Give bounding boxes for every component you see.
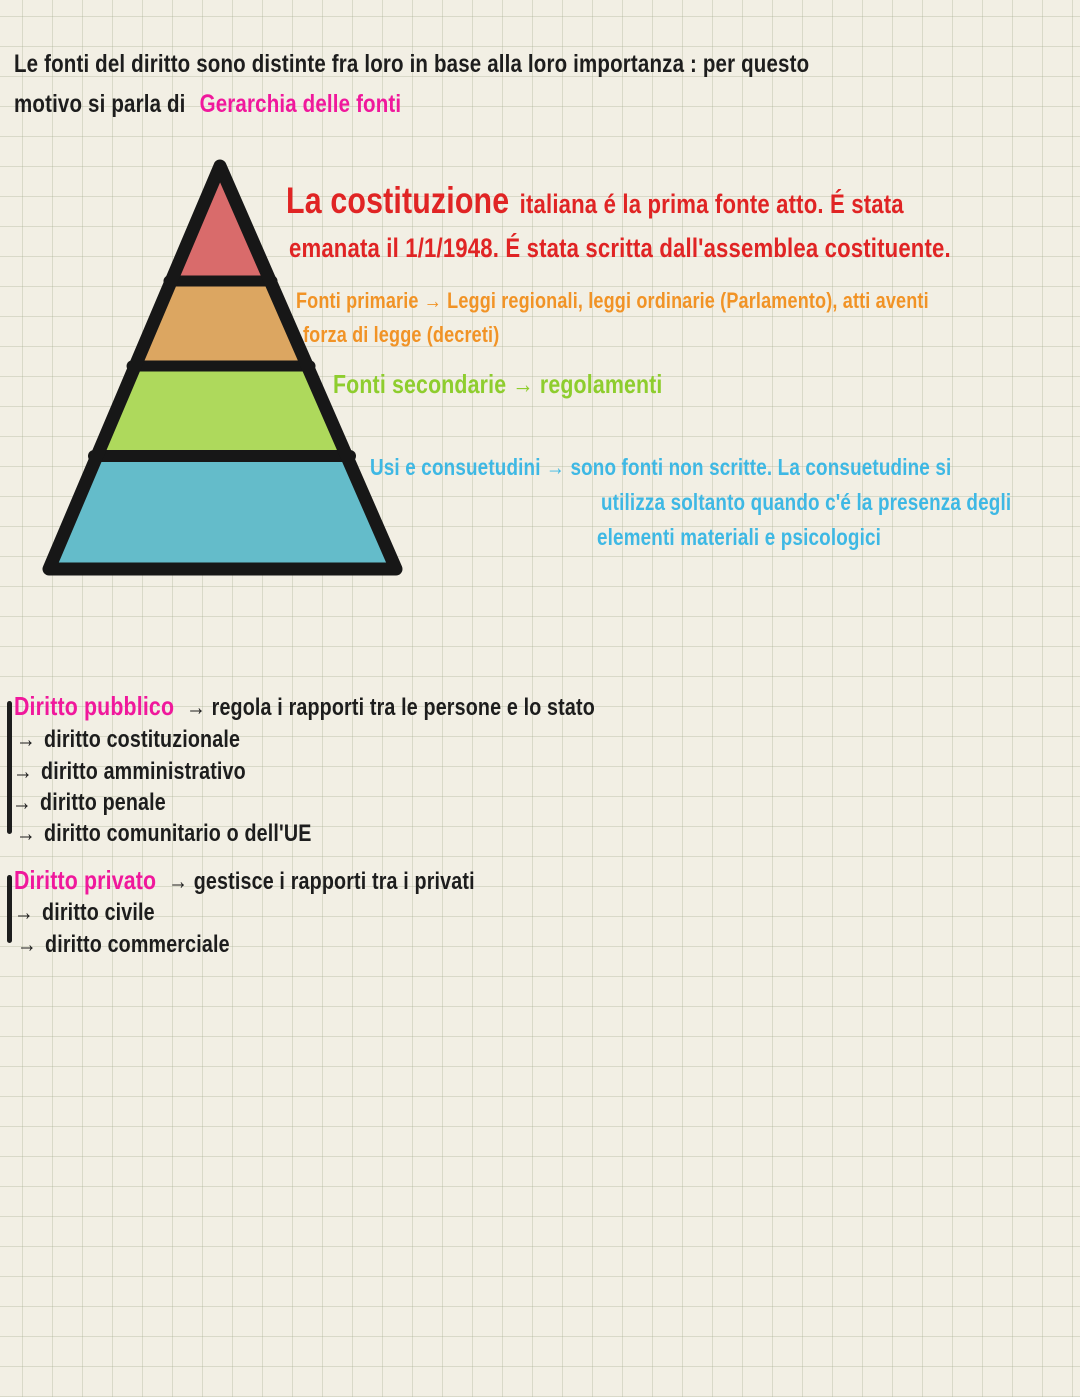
branch-arrow-icon: → xyxy=(12,789,32,816)
pubblico-item-penale xyxy=(12,789,166,817)
note-usi-line-3: elementi materiali e psicologici xyxy=(597,524,882,550)
pubblico-item-amministrativo xyxy=(13,758,246,786)
note-costituzione-line-2: emanata il 1/1/1948. É stata scritta dall'assemblea costituente. xyxy=(289,233,951,263)
privato-title: Diritto privato xyxy=(14,865,157,895)
pubblico-desc: → regola i rapporti tra le persone e lo stato xyxy=(186,694,595,721)
pubblico-item-label: diritto comunitario o dell'UE xyxy=(44,820,312,847)
note-usi-line-2: utilizza soltanto quando c'é la presenza degli xyxy=(601,489,1012,515)
pubblico-title-row xyxy=(14,692,595,722)
gerarchia-delle-fonti-highlight: Gerarchia delle fonti xyxy=(199,90,402,118)
note-fonti-secondarie: Fonti secondarie → regolamenti xyxy=(333,369,663,399)
pubblico-item-label: diritto amministrativo xyxy=(41,758,246,785)
privato-item-label: diritto civile xyxy=(42,899,155,926)
branch-arrow-icon: → xyxy=(13,758,33,785)
pubblico-item-label: diritto costituzionale xyxy=(44,726,241,753)
pubblico-item-label: diritto penale xyxy=(40,789,166,816)
pyramid-level-usi-consuetudini xyxy=(50,456,396,567)
note-costituzione-line-1-rest: italiana é la prima fonte atto. É stata xyxy=(519,189,904,219)
branch-arrow-icon: → xyxy=(14,899,34,926)
privato-title-row xyxy=(14,866,475,896)
privato-item-civile xyxy=(14,899,155,927)
intro-line-2-text: motivo si parla di xyxy=(14,90,186,118)
privato-bracket-line xyxy=(7,875,12,943)
pubblico-item-comunitario xyxy=(16,820,312,848)
branch-arrow-icon: → xyxy=(17,931,37,958)
pubblico-item-costituzionale xyxy=(16,726,240,754)
intro-line-1: Le fonti del diritto sono distinte fra loro in base alla loro importanza : per questo xyxy=(14,50,810,78)
note-usi-line-1: Usi e consuetudini → sono fonti non scritte. La consuetudine si xyxy=(370,454,952,480)
note-fonti-primarie-line-2: forza di legge (decreti) xyxy=(303,322,500,347)
pyramid-level-costituzione xyxy=(172,168,269,281)
privato-desc: → gestisce i rapporti tra i privati xyxy=(168,868,475,895)
privato-item-commerciale xyxy=(17,931,230,959)
branch-arrow-icon: → xyxy=(16,726,36,753)
note-costituzione-lead: La costituzione xyxy=(286,180,510,221)
privato-item-label: diritto commerciale xyxy=(45,931,230,958)
note-costituzione-line-1 xyxy=(286,180,904,223)
note-fonti-primarie-line-1: Fonti primarie → Leggi regionali, leggi ordinarie (Parlamento), atti aventi xyxy=(296,288,929,313)
intro-line-2 xyxy=(14,90,401,119)
pubblico-title: Diritto pubblico xyxy=(14,691,175,721)
branch-arrow-icon: → xyxy=(16,820,36,847)
